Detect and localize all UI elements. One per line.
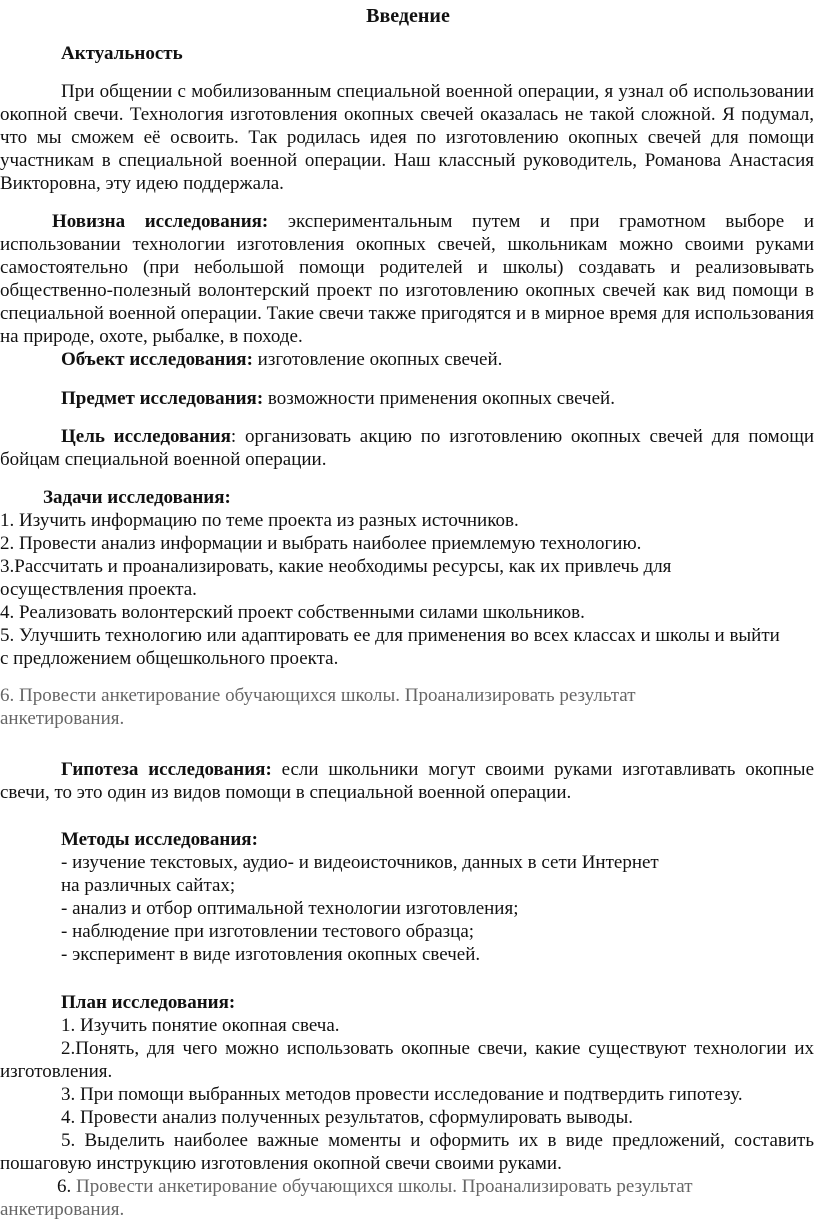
novelty-text: экспериментальным путем и при грамотном выборе и использовании технологии изготовления окопных свечей, школьникам можно своими руками самостоятельно (при небольшой помощи родителей и школы) создавать и реализовывать общественно-полезный волонтерский проект по изготовлению окопных свечей как вид помощи в специальной военной операции. Такие свечи также пригодятся и в мирное время для использования на природе, охоте, рыбалке, в походе.: [0, 211, 815, 347]
tasks-heading: Задачи исследования:: [43, 487, 231, 508]
hypothesis-label: Гипотеза исследования:: [61, 759, 272, 780]
plan-item-6: [0, 1175, 760, 1221]
subject-paragraph: [0, 387, 814, 410]
task-item-6: [0, 684, 720, 730]
plan-item-4: 4. Провести анализ полученных результатов, сформулировать выводы.: [61, 1107, 633, 1128]
relevance-heading: Актуальность: [61, 43, 183, 64]
hypothesis-paragraph: [0, 758, 814, 804]
method-item-3: - наблюдение при изготовлении тестового образца;: [61, 921, 475, 942]
relevance-paragraph: При общении с мобилизованным специальной военной операции, я узнал об использовании окопной свечи. Технология изготовления окопных свечей оказалась не такой сложной. Я подумал, что мы сможем её освоить. Так родилась идея по изготовлению окопных свечей для помощи участникам в специальной военной операции. Наш классный руководитель, Романова Анастасия Викторовна, эту идею поддержала.: [0, 81, 814, 194]
subject-label: Предмет исследования:: [61, 388, 264, 409]
page-title: Введение: [366, 5, 450, 27]
method-item-4: - эксперимент в виде изготовления окопных свечей.: [61, 944, 481, 965]
task-item-6-number: 6.: [0, 685, 15, 706]
plan-item-6-number: 6.: [57, 1176, 72, 1197]
object-text: изготовление окопных свечей.: [252, 349, 503, 370]
task-item-5: 5. Улучшить технологию или адаптировать ее для применения во всех классах и школы и выйти с предложением общешкольного проекта.: [0, 625, 780, 669]
task-item-6-text: Провести анкетирование обучающихся школы. Проанализировать результат анкетирования.: [0, 685, 636, 729]
task-item-1: 1. Изучить информацию по теме проекта из разных источников.: [0, 510, 519, 531]
task-item-3: 3.Рассчитать и проанализировать, какие необходимы ресурсы, как их привлечь для осуществления проекта.: [0, 556, 672, 600]
goal-paragraph: [0, 425, 814, 471]
hypothesis-text: если школьники могут своими руками изготавливать окопные свечи, то это один из видов помощи в специальной военной операции.: [0, 759, 814, 803]
goal-label: Цель исследования: [61, 426, 231, 447]
task-item-2: 2. Провести анализ информации и выбрать наиболее приемлемую технологию.: [0, 533, 642, 554]
object-paragraph: [0, 348, 814, 371]
method-item-2: - анализ и отбор оптимальной технологии изготовления;: [61, 898, 519, 919]
plan-item-1: 1. Изучить понятие окопная свеча.: [61, 1015, 340, 1036]
novelty-label: Новизна исследования:: [52, 211, 269, 232]
subject-text: возможности применения окопных свечей.: [263, 388, 615, 409]
task-item-4: 4. Реализовать волонтерский проект собственными силами школьников.: [0, 602, 585, 623]
goal-text: : организовать акцию по изготовлению окопных свечей для помощи бойцам специальной военной операции.: [0, 426, 815, 470]
object-label: Объект исследования:: [61, 349, 253, 370]
method-item-1-cont: на различных сайтах;: [61, 875, 236, 896]
plan-item-2: 2.Понять, для чего можно использовать окопные свечи, какие существуют технологии их изготовления.: [0, 1038, 814, 1082]
plan-item-5: 5. Выделить наиболее важные моменты и оформить их в виде предложений, составить пошаговую инструкцию изготовления окопной свечи своими руками.: [0, 1130, 814, 1174]
methods-heading: Методы исследования:: [61, 829, 258, 850]
method-item-1: - изучение текстовых, аудио- и видеоисточников, данных в сети Интернет: [61, 852, 659, 873]
plan-heading: План исследования:: [61, 992, 236, 1013]
plan-item-3: 3. При помощи выбранных методов провести исследование и подтвердить гипотезу.: [61, 1084, 743, 1105]
novelty-paragraph: [0, 210, 814, 348]
plan-item-6-text: Провести анкетирование обучающихся школы. Проанализировать результат анкетирования.: [0, 1176, 693, 1220]
